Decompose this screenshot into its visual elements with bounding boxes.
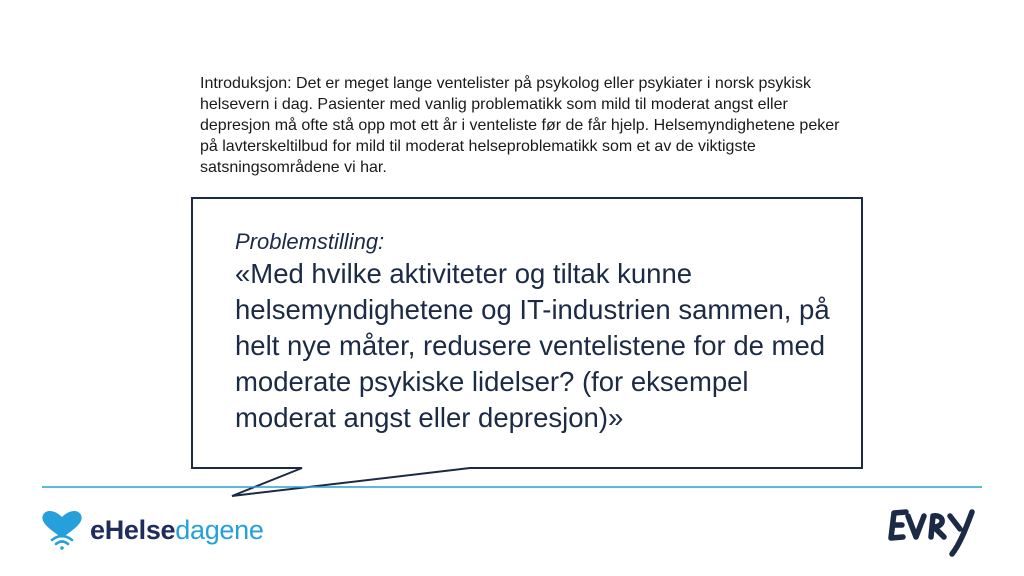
speech-bubble-content: [235, 228, 855, 436]
intro-paragraph: Introduksjon: Det er meget lange ventelister på psykolog eller psykiater i norsk psykisk helsevern i dag. Pasienter med vanlig problematikk som mild til moderat angst eller depresjon må ofte stå opp mot ett år i venteliste før de får hjelp. Helsemyndighetene peker på lavterskeltilbud for mild til moderat helseproblematikk som et av de viktigste satsningsområdene vi har.: [200, 75, 840, 176]
problem-question: «Med hvilke aktiviteter og tiltak kunne helsemyndighetene og IT-industrien sammen, på helt nye måter, redusere ventelistene for de med moderate psykiske lidelser? (for eksempel moderat angst eller depresjon)»: [235, 258, 830, 433]
heart-wifi-icon: [40, 510, 84, 550]
ehelsedagene-logo: [40, 508, 264, 552]
logo-part-dagene: dagene: [175, 515, 264, 545]
evry-logo: [886, 500, 982, 560]
logo-part-ehelse: eHelse: [90, 515, 176, 545]
ehelsedagene-wordmark: [90, 508, 264, 552]
problem-heading: Problemstilling:: [235, 229, 385, 254]
